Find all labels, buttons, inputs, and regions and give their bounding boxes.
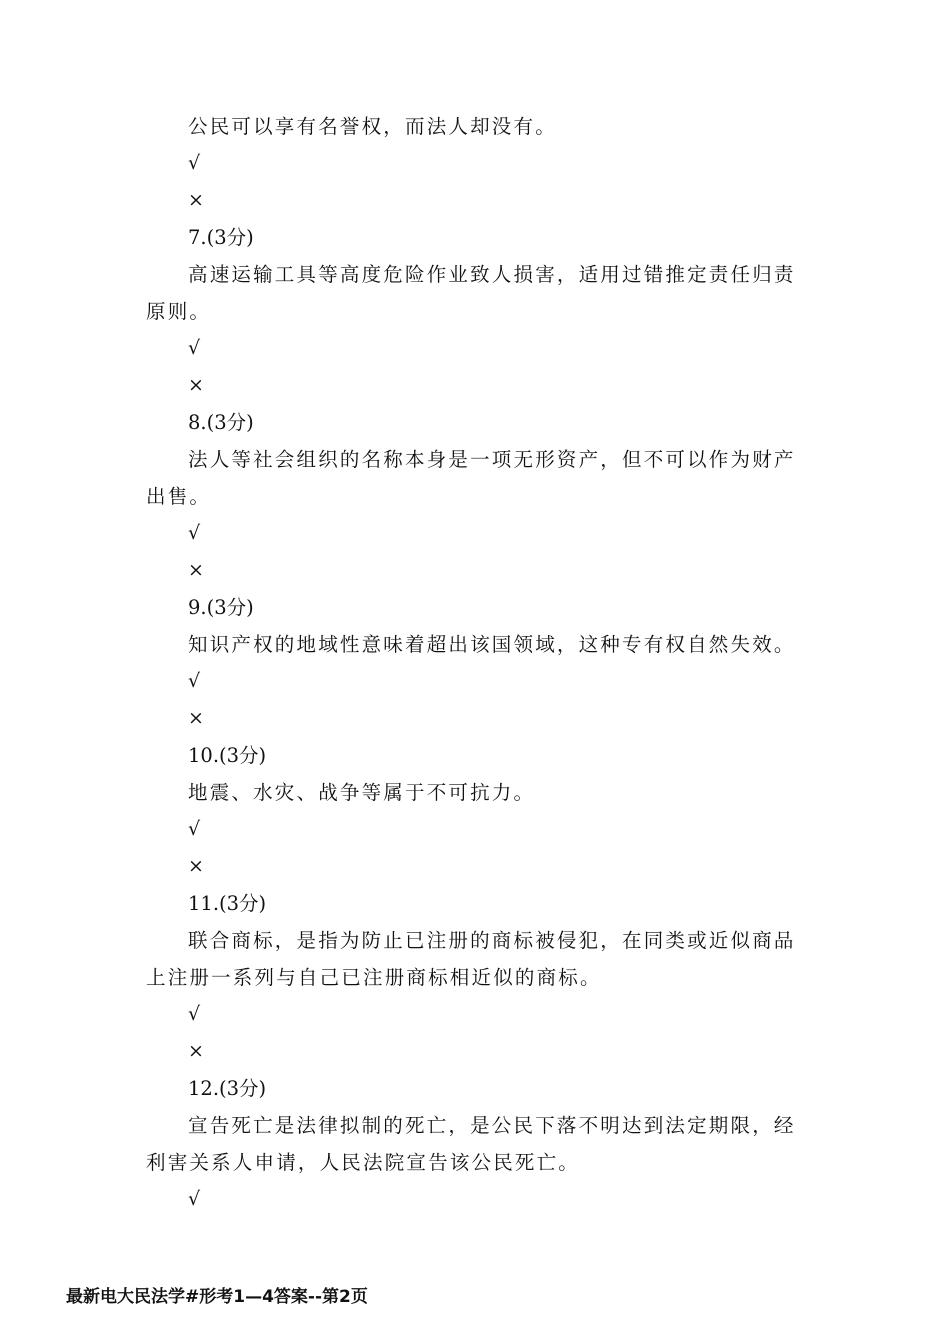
option-true: √ bbox=[188, 1188, 201, 1210]
question-text: 地震、水灾、战争等属于不可抗力。 bbox=[188, 781, 536, 804]
option-false: × bbox=[188, 189, 204, 211]
option-true: √ bbox=[188, 818, 201, 840]
option-true: √ bbox=[188, 670, 201, 692]
question-header: 9.(3分) bbox=[188, 596, 254, 619]
option-true: √ bbox=[188, 337, 201, 359]
option-false: × bbox=[188, 374, 204, 396]
option-true: √ bbox=[188, 152, 201, 174]
question-header: 7.(3分) bbox=[188, 226, 254, 249]
question-header: 12.(3分) bbox=[188, 1077, 267, 1100]
question-text: 公民可以享有名誉权，而法人却没有。 bbox=[188, 115, 557, 138]
page-footer: 最新电大民法学#形考1—4答案--第2页 bbox=[66, 1287, 368, 1307]
question-text: 高速运输工具等高度危险作业致人损害，适用过错推定责任归责原则。 bbox=[146, 263, 796, 323]
question-header: 8.(3分) bbox=[188, 411, 254, 434]
question-text: 联合商标，是指为防止已注册的商标被侵犯，在同类或近似商品上注册一系列与自己已注册商标相近似的商标。 bbox=[146, 929, 796, 989]
option-true: √ bbox=[188, 522, 201, 544]
question-header: 10.(3分) bbox=[188, 744, 267, 767]
option-false: × bbox=[188, 707, 204, 729]
question-list bbox=[146, 108, 810, 1218]
option-false: × bbox=[188, 855, 204, 877]
question-text: 知识产权的地域性意味着超出该国领域，这种专有权自然失效。 bbox=[188, 633, 796, 656]
option-false: × bbox=[188, 1040, 204, 1062]
option-false: × bbox=[188, 559, 204, 581]
option-true: √ bbox=[188, 1003, 201, 1025]
question-header: 11.(3分) bbox=[188, 892, 267, 915]
question-text: 法人等社会组织的名称本身是一项无形资产，但不可以作为财产出售。 bbox=[146, 448, 796, 508]
question-text: 宣告死亡是法律拟制的死亡，是公民下落不明达到法定期限，经利害关系人申请，人民法院宣告该公民死亡。 bbox=[146, 1114, 796, 1174]
